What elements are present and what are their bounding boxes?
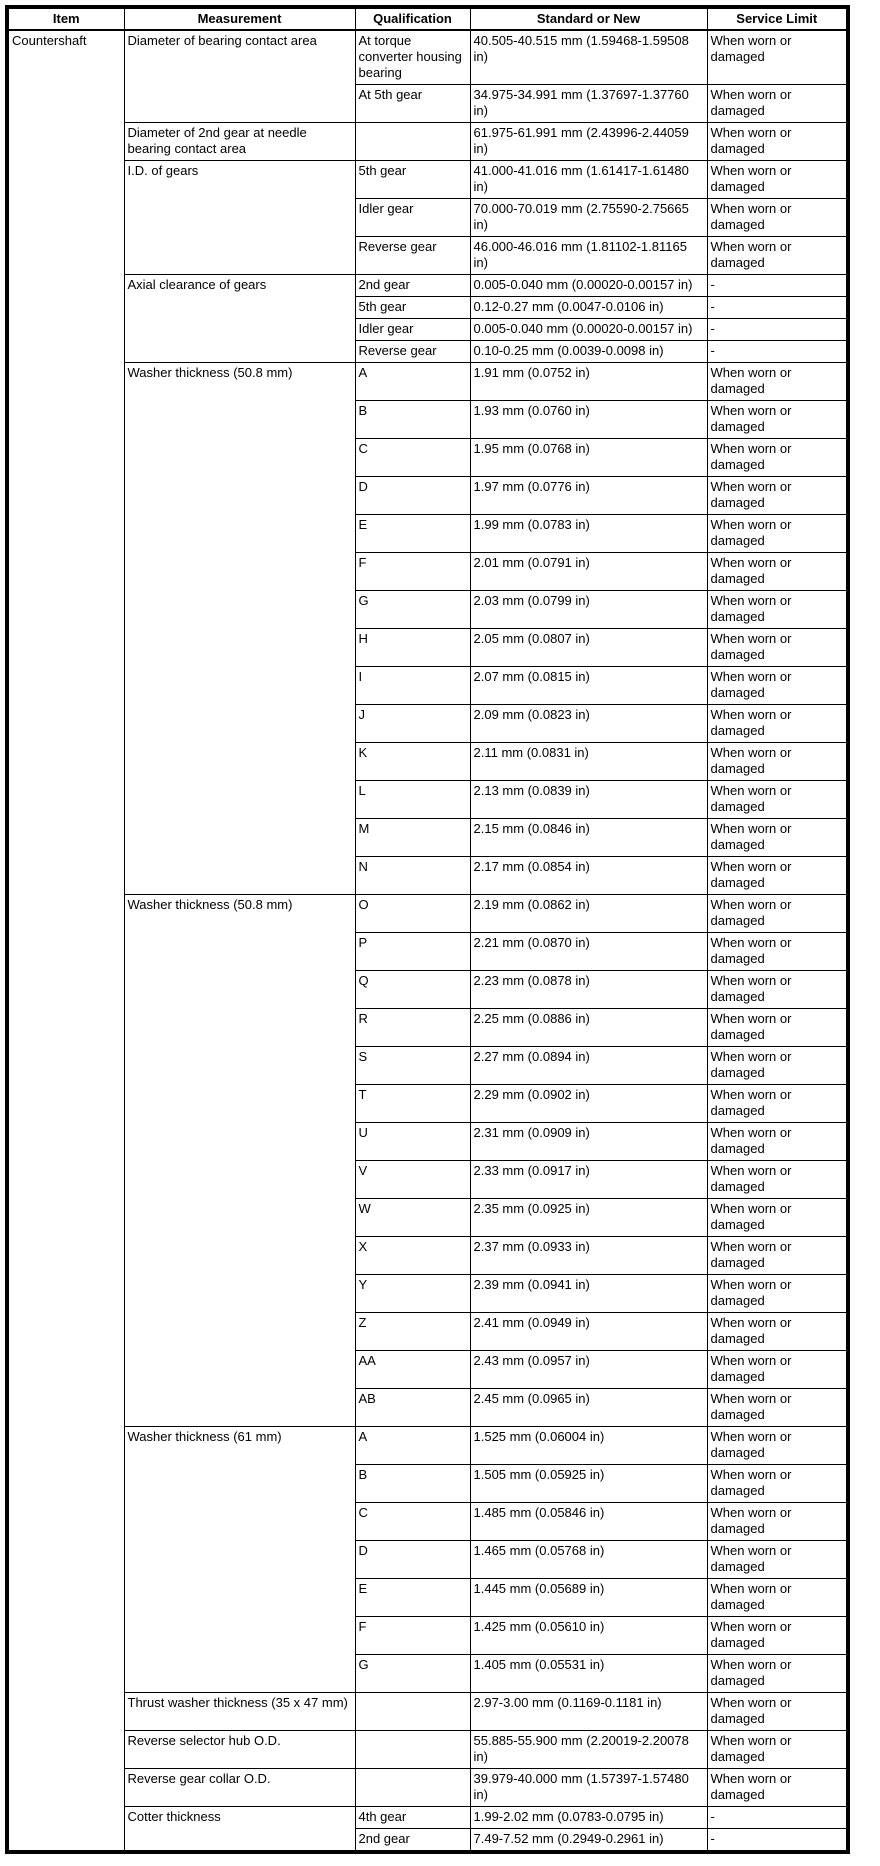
service-limit-cell: When worn or damaged [707,1655,848,1693]
service-limit-cell: When worn or damaged [707,161,848,199]
qualification-cell: L [355,781,470,819]
service-limit-cell: When worn or damaged [707,1731,848,1769]
standard-cell: 2.25 mm (0.0886 in) [470,1009,707,1047]
service-limit-cell: When worn or damaged [707,629,848,667]
qualification-cell: 4th gear [355,1807,470,1829]
qualification-cell: Reverse gear [355,341,470,363]
spec-row [7,275,848,297]
standard-cell: 2.31 mm (0.0909 in) [470,1123,707,1161]
standard-cell: 7.49-7.52 mm (0.2949-0.2961 in) [470,1829,707,1853]
standard-cell: 2.13 mm (0.0839 in) [470,781,707,819]
header-qualification: Qualification [355,7,470,30]
qualification-cell: E [355,1579,470,1617]
qualification-cell: D [355,477,470,515]
standard-cell: 2.43 mm (0.0957 in) [470,1351,707,1389]
standard-cell: 2.15 mm (0.0846 in) [470,819,707,857]
standard-cell: 1.97 mm (0.0776 in) [470,477,707,515]
standard-cell: 2.05 mm (0.0807 in) [470,629,707,667]
service-limit-cell: When worn or damaged [707,1123,848,1161]
service-limit-cell: When worn or damaged [707,123,848,161]
qualification-cell: C [355,439,470,477]
service-limit-cell: When worn or damaged [707,1313,848,1351]
service-limit-cell: - [707,275,848,297]
spec-row [7,123,848,161]
standard-cell: 2.03 mm (0.0799 in) [470,591,707,629]
spec-row [7,1807,848,1829]
qualification-cell: R [355,1009,470,1047]
qualification-cell: T [355,1085,470,1123]
qualification-cell: V [355,1161,470,1199]
qualification-cell: A [355,363,470,401]
standard-cell: 2.17 mm (0.0854 in) [470,857,707,895]
qualification-cell: A [355,1427,470,1465]
service-limit-cell: When worn or damaged [707,1389,848,1427]
standard-cell: 1.93 mm (0.0760 in) [470,401,707,439]
header-measurement: Measurement [124,7,355,30]
service-limit-cell: When worn or damaged [707,743,848,781]
qualification-cell: Z [355,1313,470,1351]
standard-cell: 46.000-46.016 mm (1.81102-1.81165 in) [470,237,707,275]
measurement-cell: I.D. of gears [124,161,355,275]
qualification-cell: Reverse gear [355,237,470,275]
qualification-cell: O [355,895,470,933]
standard-cell: 2.97-3.00 mm (0.1169-0.1181 in) [470,1693,707,1731]
service-limit-cell: When worn or damaged [707,933,848,971]
service-limit-cell: When worn or damaged [707,1275,848,1313]
measurement-cell: Thrust washer thickness (35 x 47 mm) [124,1693,355,1731]
qualification-cell: J [355,705,470,743]
service-limit-cell: When worn or damaged [707,439,848,477]
service-limit-cell: When worn or damaged [707,85,848,123]
standard-cell: 1.485 mm (0.05846 in) [470,1503,707,1541]
standard-cell: 2.29 mm (0.0902 in) [470,1085,707,1123]
service-limit-cell: When worn or damaged [707,1541,848,1579]
standard-cell: 40.505-40.515 mm (1.59468-1.59508 in) [470,30,707,85]
service-limit-cell: When worn or damaged [707,553,848,591]
standard-cell: 0.12-0.27 mm (0.0047-0.0106 in) [470,297,707,319]
standard-cell: 0.005-0.040 mm (0.00020-0.00157 in) [470,275,707,297]
service-limit-cell: When worn or damaged [707,1617,848,1655]
qualification-cell: H [355,629,470,667]
service-limit-cell: - [707,1829,848,1853]
spec-row [7,1427,848,1465]
measurement-cell: Reverse selector hub O.D. [124,1731,355,1769]
standard-cell: 1.95 mm (0.0768 in) [470,439,707,477]
standard-cell: 55.885-55.900 mm (2.20019-2.20078 in) [470,1731,707,1769]
table-header [7,7,848,30]
table-body [7,30,848,1852]
qualification-cell: 2nd gear [355,1829,470,1853]
service-limit-cell: When worn or damaged [707,1503,848,1541]
standard-cell: 2.11 mm (0.0831 in) [470,743,707,781]
header-item: Item [7,7,124,30]
standard-cell: 1.91 mm (0.0752 in) [470,363,707,401]
service-limit-cell: - [707,1807,848,1829]
qualification-cell: G [355,1655,470,1693]
service-limit-cell: When worn or damaged [707,199,848,237]
standard-cell: 2.19 mm (0.0862 in) [470,895,707,933]
service-limit-cell: When worn or damaged [707,1085,848,1123]
measurement-cell: Washer thickness (50.8 mm) [124,363,355,895]
service-limit-cell: When worn or damaged [707,515,848,553]
qualification-cell: N [355,857,470,895]
qualification-cell: Idler gear [355,199,470,237]
qualification-cell [355,1693,470,1731]
qualification-cell: I [355,667,470,705]
service-limit-cell: When worn or damaged [707,1465,848,1503]
measurement-cell: Diameter of 2nd gear at needle bearing contact area [124,123,355,161]
standard-cell: 1.465 mm (0.05768 in) [470,1541,707,1579]
service-limit-cell: When worn or damaged [707,1351,848,1389]
qualification-cell: 2nd gear [355,275,470,297]
service-limit-cell: When worn or damaged [707,705,848,743]
standard-cell: 34.975-34.991 mm (1.37697-1.37760 in) [470,85,707,123]
standard-cell: 2.27 mm (0.0894 in) [470,1047,707,1085]
standard-cell: 2.41 mm (0.0949 in) [470,1313,707,1351]
service-limit-cell: - [707,297,848,319]
standard-cell: 2.01 mm (0.0791 in) [470,553,707,591]
spec-row [7,161,848,199]
service-limit-cell: When worn or damaged [707,401,848,439]
service-limit-cell: When worn or damaged [707,781,848,819]
measurement-cell: Reverse gear collar O.D. [124,1769,355,1807]
measurement-cell: Washer thickness (61 mm) [124,1427,355,1693]
qualification-cell: F [355,553,470,591]
service-limit-cell: When worn or damaged [707,363,848,401]
standard-cell: 0.10-0.25 mm (0.0039-0.0098 in) [470,341,707,363]
qualification-cell: Q [355,971,470,1009]
qualification-cell: Idler gear [355,319,470,341]
qualification-cell: AB [355,1389,470,1427]
item-cell: Countershaft [7,30,124,1852]
standard-cell: 1.405 mm (0.05531 in) [470,1655,707,1693]
service-limit-cell: When worn or damaged [707,591,848,629]
service-limit-cell: When worn or damaged [707,819,848,857]
service-limit-cell: When worn or damaged [707,30,848,85]
standard-cell: 70.000-70.019 mm (2.75590-2.75665 in) [470,199,707,237]
standard-cell: 2.39 mm (0.0941 in) [470,1275,707,1313]
qualification-cell: W [355,1199,470,1237]
measurement-cell: Diameter of bearing contact area [124,30,355,123]
service-limit-cell: When worn or damaged [707,895,848,933]
standard-cell: 1.99 mm (0.0783 in) [470,515,707,553]
standard-cell: 2.07 mm (0.0815 in) [470,667,707,705]
qualification-cell: X [355,1237,470,1275]
measurement-cell: Axial clearance of gears [124,275,355,363]
spec-row [7,1693,848,1731]
header-standard-or-new: Standard or New [470,7,707,30]
service-limit-cell: When worn or damaged [707,1161,848,1199]
qualification-cell: B [355,401,470,439]
service-limit-cell: When worn or damaged [707,1237,848,1275]
standard-cell: 2.37 mm (0.0933 in) [470,1237,707,1275]
standard-cell: 1.425 mm (0.05610 in) [470,1617,707,1655]
service-limit-cell: When worn or damaged [707,1427,848,1465]
standard-cell: 2.33 mm (0.0917 in) [470,1161,707,1199]
standard-cell: 2.35 mm (0.0925 in) [470,1199,707,1237]
qualification-cell: C [355,1503,470,1541]
standard-cell: 39.979-40.000 mm (1.57397-1.57480 in) [470,1769,707,1807]
standard-cell: 2.21 mm (0.0870 in) [470,933,707,971]
standard-cell: 41.000-41.016 mm (1.61417-1.61480 in) [470,161,707,199]
standard-cell: 0.005-0.040 mm (0.00020-0.00157 in) [470,319,707,341]
standard-cell: 2.09 mm (0.0823 in) [470,705,707,743]
qualification-cell: B [355,1465,470,1503]
qualification-cell: Y [355,1275,470,1313]
qualification-cell: AA [355,1351,470,1389]
qualification-cell: F [355,1617,470,1655]
qualification-cell: S [355,1047,470,1085]
qualification-cell: D [355,1541,470,1579]
measurement-cell: Washer thickness (50.8 mm) [124,895,355,1427]
header-row [7,7,848,30]
qualification-cell: G [355,591,470,629]
qualification-cell: At torque converter housing bearing [355,30,470,85]
standard-cell: 2.45 mm (0.0965 in) [470,1389,707,1427]
qualification-cell [355,1731,470,1769]
countershaft-spec-table [5,5,850,1854]
spec-row [7,30,848,85]
qualification-cell: P [355,933,470,971]
qualification-cell: At 5th gear [355,85,470,123]
qualification-cell: K [355,743,470,781]
standard-cell: 1.445 mm (0.05689 in) [470,1579,707,1617]
service-limit-cell: - [707,319,848,341]
spec-row [7,363,848,401]
service-limit-cell: - [707,341,848,363]
header-service-limit: Service Limit [707,7,848,30]
service-limit-cell: When worn or damaged [707,667,848,705]
service-limit-cell: When worn or damaged [707,971,848,1009]
service-limit-cell: When worn or damaged [707,1047,848,1085]
spec-row [7,1769,848,1807]
service-limit-cell: When worn or damaged [707,1199,848,1237]
standard-cell: 1.99-2.02 mm (0.0783-0.0795 in) [470,1807,707,1829]
service-limit-cell: When worn or damaged [707,1769,848,1807]
qualification-cell [355,1769,470,1807]
service-limit-cell: When worn or damaged [707,857,848,895]
service-limit-cell: When worn or damaged [707,1579,848,1617]
spec-row [7,1731,848,1769]
service-limit-cell: When worn or damaged [707,477,848,515]
standard-cell: 2.23 mm (0.0878 in) [470,971,707,1009]
qualification-cell: U [355,1123,470,1161]
qualification-cell [355,123,470,161]
standard-cell: 1.525 mm (0.06004 in) [470,1427,707,1465]
measurement-cell: Cotter thickness [124,1807,355,1853]
service-limit-cell: When worn or damaged [707,1009,848,1047]
qualification-cell: E [355,515,470,553]
qualification-cell: M [355,819,470,857]
spec-row [7,895,848,933]
standard-cell: 61.975-61.991 mm (2.43996-2.44059 in) [470,123,707,161]
service-limit-cell: When worn or damaged [707,1693,848,1731]
service-limit-cell: When worn or damaged [707,237,848,275]
standard-cell: 1.505 mm (0.05925 in) [470,1465,707,1503]
qualification-cell: 5th gear [355,297,470,319]
qualification-cell: 5th gear [355,161,470,199]
